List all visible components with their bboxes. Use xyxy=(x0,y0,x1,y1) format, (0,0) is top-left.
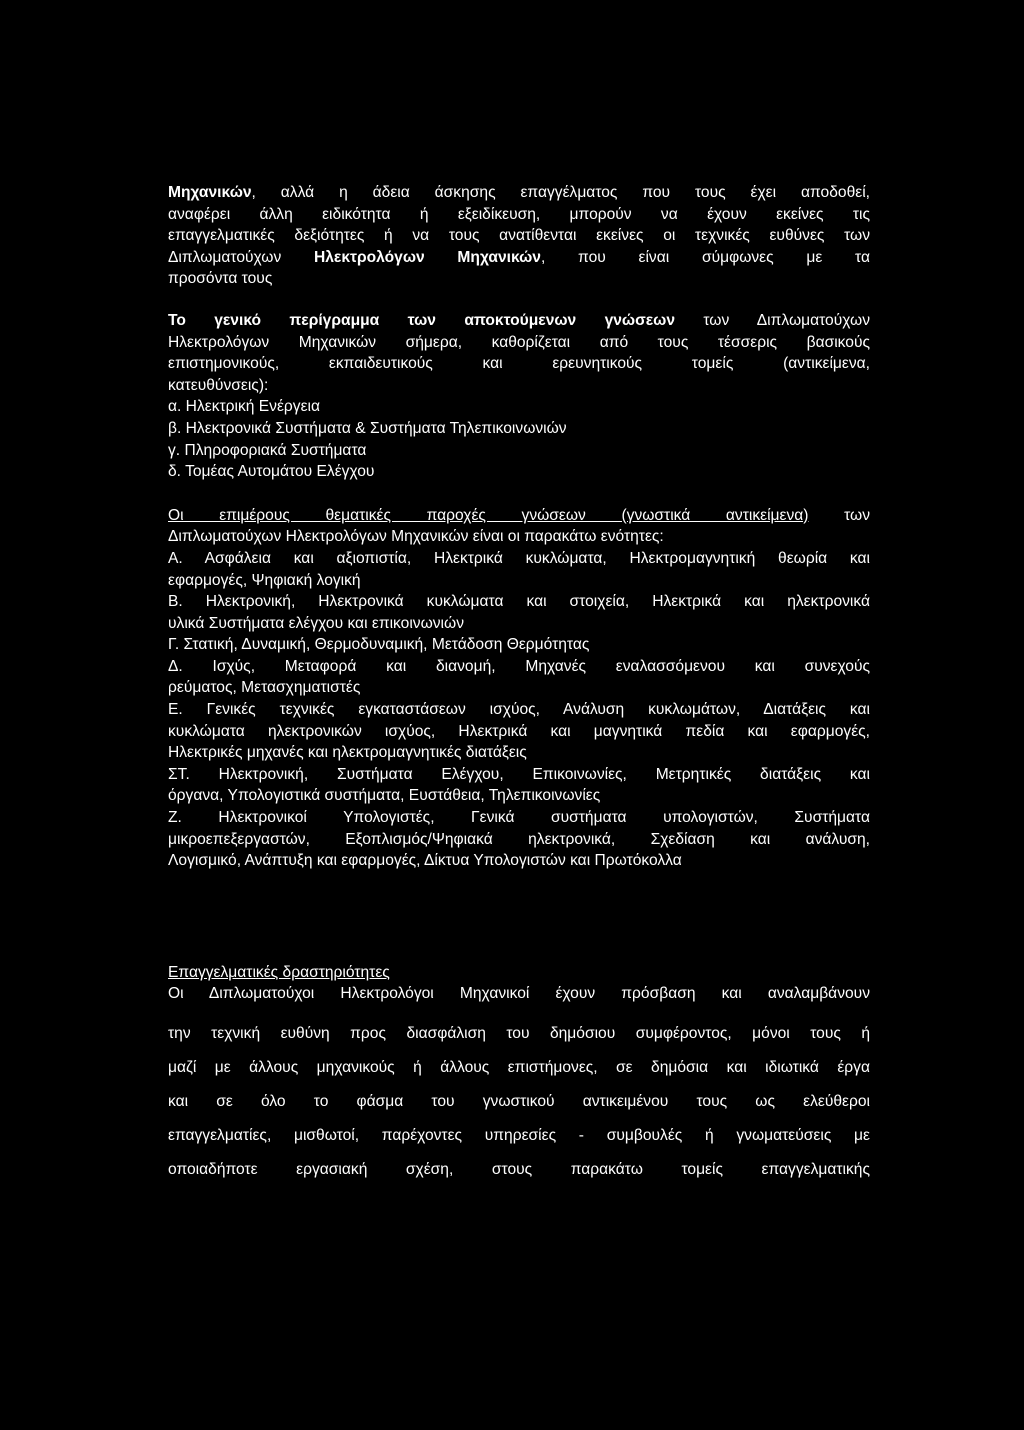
text-line: την τεχνική ευθύνη προς διασφάλιση του δημόσιου συμφέροντος, μόνοι τους ή xyxy=(168,1025,870,1042)
text-line: Μηχανικών, αλλά η άδεια άσκησης επαγγέλματος που τους έχει αποδοθεί, xyxy=(168,184,870,201)
text-line: επαγγελματίες, μισθωτοί, παρέχοντες υπηρεσίες - συμβουλές ή γνωματεύσεις με xyxy=(168,1127,870,1144)
text-line: ΣΤ. Ηλεκτρονική, Συστήματα Ελέγχου, Επικοινωνίες, Μετρητικές διατάξεις και xyxy=(168,765,870,783)
text-line: κατευθύνσεις): xyxy=(168,376,269,394)
general-outline-section xyxy=(168,310,870,483)
text-line: Δ. Ισχύς, Μεταφορά και διανομή, Μηχανές εναλασσόμενου και συνεχούς xyxy=(168,657,870,675)
bold-phrase: Ηλεκτρολόγων Μηχανικών xyxy=(314,248,541,266)
text-line: οποιαδήποτε εργασιακή σχέση, στους παρακάτω τομείς επαγγελματικής xyxy=(168,1161,870,1178)
intro-paragraph xyxy=(168,182,870,290)
list-item: δ. Τομέας Αυτομάτου Ελέγχου xyxy=(168,463,375,481)
text-line: Το γενικό περίγραμμα των αποκτούμενων γνώσεων των Διπλωματούχων xyxy=(168,311,870,329)
list-item: γ. Πληροφοριακά Συστήματα xyxy=(168,441,367,459)
text-line: Οι επιμέρους θεματικές παροχές γνώσεων (γνωστικά αντικείμενα) των xyxy=(168,506,870,524)
knowledge-areas-section xyxy=(168,505,870,872)
text-line: όργανα, Υπολογιστικά συστήματα, Ευστάθεια, Τηλεπικοινωνίες xyxy=(168,787,601,805)
text-line: Ηλεκτρικές μηχανές και ηλεκτρομαγνητικές διατάξεις xyxy=(168,744,527,762)
section-heading-underlined: Οι επιμέρους θεματικές παροχές γνώσεων (γνωστικά αντικείμενα) xyxy=(168,506,809,524)
text-line: μικροεπεξεργαστών, Εξοπλισμός/Ψηφιακά ηλεκτρονικά, Σχεδίαση και ανάλυση, xyxy=(168,830,870,848)
text-line: επιστημονικούς, εκπαιδευτικούς και ερευνητικούς τομείς (αντικείμενα, xyxy=(168,355,870,373)
bold-phrase: Μηχανικών xyxy=(168,184,252,201)
section-heading: Επαγγελματικές δραστηριότητες xyxy=(168,963,390,981)
text-line: Διπλωματούχων Ηλεκτρολόγων Μηχανικών, που είναι σύμφωνες με τα xyxy=(168,248,870,266)
text-line: Β. Ηλεκτρονική, Ηλεκτρονικά κυκλώματα και στοιχεία, Ηλεκτρικά και ηλεκτρονικά xyxy=(168,593,870,611)
text-line: επαγγελματικές δεξιότητες ή να τους ανατίθενται εκείνες οι τεχνικές ευθύνες των xyxy=(168,227,870,245)
section-lead-bold: Το γενικό περίγραμμα των αποκτούμενων γνώσεων xyxy=(168,311,675,329)
list-item: α. Ηλεκτρική Ενέργεια xyxy=(168,398,321,416)
text-line: μαζί με άλλους μηχανικούς ή άλλους επιστήμονες, σε δημόσια και ιδιωτικά έργα xyxy=(168,1059,870,1076)
text-line: κυκλώματα ηλεκτρονικών ισχύος, Ηλεκτρικά και μαγνητικά πεδία και εφαρμογές, xyxy=(168,722,870,740)
text-line: Γ. Στατική, Δυναμική, Θερμοδυναμική, Μετάδοση Θερμότητας xyxy=(168,636,590,654)
professional-activities-section xyxy=(168,962,870,1187)
text-line: και σε όλο το φάσμα του γνωστικού αντικειμένου τους ως ελεύθεροι xyxy=(168,1093,870,1110)
text-line: υλικά Συστήματα ελέγχου και επικοινωνιών xyxy=(168,614,464,632)
text-line: Οι Διπλωματούχοι Ηλεκτρολόγοι Μηχανικοί έχουν πρόσβαση και αναλαμβάνουν xyxy=(168,985,870,1003)
document-page xyxy=(168,182,870,1187)
text-line: Ε. Γενικές τεχνικές εγκαταστάσεων ισχύος, Ανάλυση κυκλωμάτων, Διατάξεις και xyxy=(168,701,870,719)
text-line: Ηλεκτρολόγων Μηχανικών σήμερα, καθορίζεται από τους τέσσερις βασικούς xyxy=(168,333,870,351)
text-line: προσόντα τους xyxy=(168,270,273,288)
text-line: Ζ. Ηλεκτρονικοί Υπολογιστές, Γενικά συστήματα υπολογιστών, Συστήματα xyxy=(168,809,870,827)
text-line: αναφέρει άλλη ειδικότητα ή εξειδίκευση, μπορούν να έχουν εκείνες τις xyxy=(168,205,870,223)
list-item: β. Ηλεκτρονικά Συστήματα & Συστήματα Τηλεπικοινωνιών xyxy=(168,419,567,437)
text-line: Διπλωματούχων Ηλεκτρολόγων Μηχανικών είναι οι παρακάτω ενότητες: xyxy=(168,528,664,546)
text-line: Α. Ασφάλεια και αξιοπιστία, Ηλεκτρικά κυκλώματα, Ηλεκτρομαγνητική θεωρία και xyxy=(168,549,870,567)
text-line: εφαρμογές, Ψηφιακή λογική xyxy=(168,571,361,589)
text-line: ρεύματος, Μετασχηματιστές xyxy=(168,679,361,697)
text-line: Λογισμικό, Ανάπτυξη και εφαρμογές, Δίκτυα Υπολογιστών και Πρωτόκολλα xyxy=(168,852,682,870)
